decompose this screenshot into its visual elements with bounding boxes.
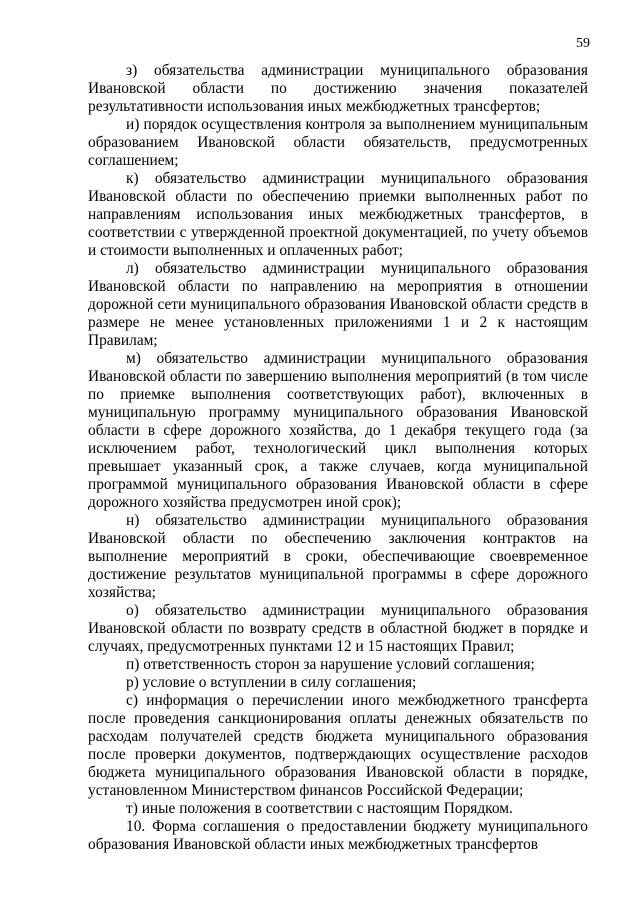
paragraph-l: л) обязательство администрации муниципального образования Ивановской области по направлению на мероприятия в отношении дорожной сети муниципального образования Ивановской области средств в размере не менее установленных приложениями 1 и 2 к настоящим Правилам; [88,260,588,349]
paragraph-o: о) обязательство администрации муниципального образования Ивановской области по возврату средств в областной бюджет в порядке и случаях, предусмотренных пунктами 12 и 15 настоящих Правил; [88,602,588,655]
paragraph-r: р) условие о вступлении в силу соглашения; [126,674,417,691]
document-body [88,62,588,854]
paragraph-s: с) информация о перечислении иного межбюджетного трансферта после проведения санкционирования оплаты денежных обязательств по расходам получателей средств бюджета муниципального образования после проверки документов, подтверждающих осуществление расходов бюджета муниципального образования Ивановской области в порядке, установленном Министерством финансов Российской Федерации; [88,692,588,799]
page-number: 59 [576,36,590,51]
paragraph-n: н) обязательство администрации муниципального образования Ивановской области по обеспечению заключения контрактов на выполнение мероприятий в сроки, обеспечивающие своевременное достижение результатов муниципальной программы в сфере дорожного хозяйства; [88,512,588,601]
paragraph-k: к) обязательство администрации муниципального образования Ивановской области по обеспечению приемки выполненных работ по направлениям использования иных межбюджетных трансфертов, в соответствии с утвержденной проектной документацией, по учету объемов и стоимости выполненных и оплаченных работ; [88,170,588,259]
paragraph-i: и) порядок осуществления контроля за выполнением муниципальным образованием Ивановской области обязательств, предусмотренных соглашением; [88,116,588,169]
paragraph-p: п) ответственность сторон за нарушение условий соглашения; [126,656,535,673]
paragraph-t: т) иные положения в соответствии с настоящим Порядком. [126,800,513,817]
paragraph-10: 10. Форма соглашения о предоставлении бюджету муниципального образования Ивановской области иных межбюджетных трансфертов [88,818,588,853]
paragraph-m: м) обязательство администрации муниципального образования Ивановской области по завершению выполнения мероприятий (в том числе по приемке выполнения соответствующих работ), включенных в муниципальную программу муниципального образования Ивановской области в сфере дорожного хозяйства, до 1 декабря текущего года (за исключением работ, технологический цикл выполнения которых превышает указанный срок, а также случаев, когда муниципальной программой муниципального образования Ивановской области в сфере дорожного хозяйства предусмотрен иной срок); [88,350,588,511]
paragraph-z: з) обязательства администрации муниципального образования Ивановской области по достижению значения показателей результативности использования иных межбюджетных трансфертов; [88,62,588,115]
